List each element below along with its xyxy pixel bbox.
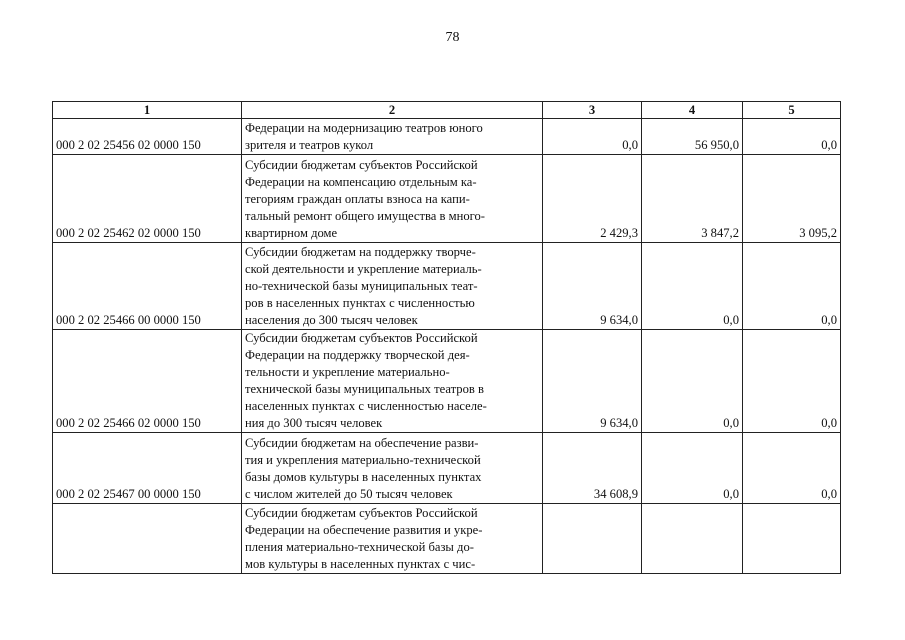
value-col-3: 34 608,9 (543, 433, 642, 504)
budget-table (52, 101, 841, 574)
value-col-5: 0,0 (743, 433, 841, 504)
value-col-3: 2 429,3 (543, 155, 642, 243)
value-col-5: 3 095,2 (743, 155, 841, 243)
budget-code: 000 2 02 25462 02 0000 150 (53, 155, 242, 243)
value-col-3: 0,0 (543, 119, 642, 155)
value-col-3: 9 634,0 (543, 330, 642, 433)
page-number: 78 (445, 30, 460, 45)
value-col-5: 0,0 (743, 243, 841, 330)
table-header-row (53, 102, 841, 119)
value-col-4: 0,0 (642, 433, 743, 504)
value-col-4: 0,0 (642, 330, 743, 433)
value-col-5: 0,0 (743, 119, 841, 155)
budget-code (53, 504, 242, 574)
table-row (53, 330, 841, 433)
description: Субсидии бюджетам субъектов Российской Федерации на поддержку творческой дея- тельности и укрепление материально- технической базы муниципальных театров в населенных пунктах с численностью населе- ния до 300 тысяч человек (242, 330, 543, 433)
header-col-2: 2 (242, 102, 543, 119)
description: Субсидии бюджетам на обеспечение разви- тия и укрепления материально-технической базы домов культуры в населенных пунктах с числом жителей до 50 тысяч человек (242, 433, 543, 504)
table-row (53, 243, 841, 330)
description: Федерации на модернизацию театров юного зрителя и театров кукол (242, 119, 543, 155)
value-col-5 (743, 504, 841, 574)
description: Субсидии бюджетам субъектов Российской Федерации на обеспечение развития и укре- пления материально-технической базы до- мов культуры в населенных пунктах с чис- (242, 504, 543, 574)
table-row (53, 119, 841, 155)
budget-code: 000 2 02 25456 02 0000 150 (53, 119, 242, 155)
table-row (53, 433, 841, 504)
budget-code: 000 2 02 25466 02 0000 150 (53, 330, 242, 433)
header-col-3: 3 (543, 102, 642, 119)
value-col-4: 0,0 (642, 243, 743, 330)
value-col-4: 56 950,0 (642, 119, 743, 155)
description: Субсидии бюджетам субъектов Российской Федерации на компенсацию отдельным ка- тегориям граждан оплаты взноса на капи- тальный ремонт общего имущества в много- квартирном доме (242, 155, 543, 243)
value-col-5: 0,0 (743, 330, 841, 433)
value-col-3: 9 634,0 (543, 243, 642, 330)
header-col-4: 4 (642, 102, 743, 119)
header-col-1: 1 (53, 102, 242, 119)
description: Субсидии бюджетам на поддержку творче- ской деятельности и укрепление материаль- но-технической базы муниципальных теат- ров в населенных пунктах с численностью населения до 300 тысяч человек (242, 243, 543, 330)
budget-code: 000 2 02 25467 00 0000 150 (53, 433, 242, 504)
header-col-5: 5 (743, 102, 841, 119)
table-row (53, 155, 841, 243)
value-col-3 (543, 504, 642, 574)
table-row (53, 504, 841, 574)
budget-code: 000 2 02 25466 00 0000 150 (53, 243, 242, 330)
value-col-4: 3 847,2 (642, 155, 743, 243)
value-col-4 (642, 504, 743, 574)
